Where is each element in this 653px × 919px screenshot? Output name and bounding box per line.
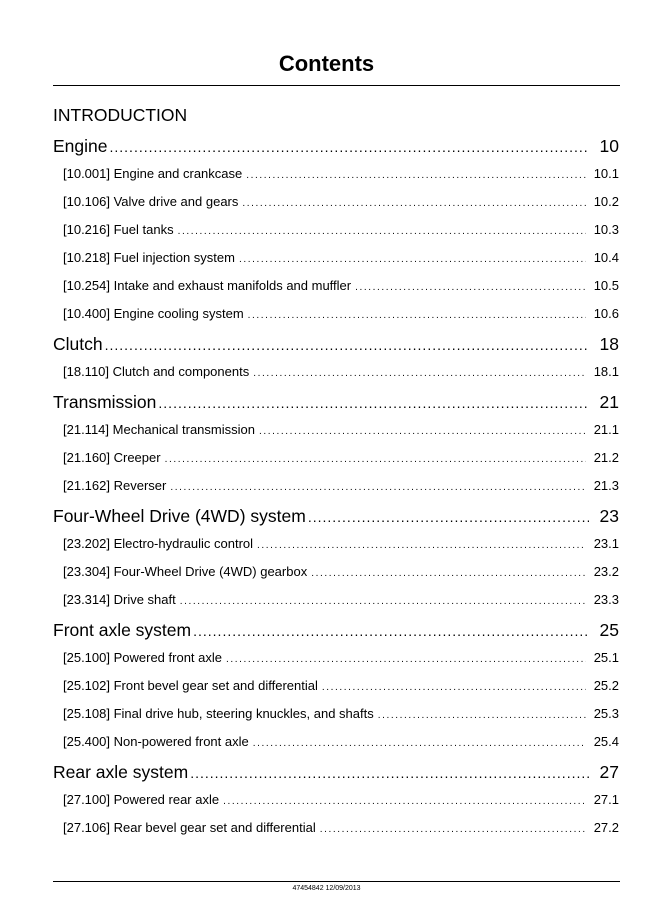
toc-section[interactable] xyxy=(53,759,620,786)
toc-entry-label: [23.304] Four-Wheel Drive (4WD) gearbox xyxy=(63,564,308,579)
dot-leader xyxy=(190,760,589,787)
dot-leader xyxy=(308,504,589,531)
toc-entry[interactable] xyxy=(53,530,620,558)
toc-section-page: 18 xyxy=(599,334,619,354)
footer-rule xyxy=(53,881,620,882)
header-rule xyxy=(53,85,620,86)
toc-entry-label: [23.314] Drive shaft xyxy=(63,592,176,607)
dot-leader xyxy=(193,618,589,645)
footer-text: 47454842 12/09/2013 xyxy=(292,885,361,892)
dot-leader xyxy=(178,218,586,246)
dot-leader xyxy=(257,532,586,560)
toc-section-title: Engine xyxy=(53,136,108,156)
dot-leader xyxy=(320,816,586,844)
toc-section-page: 10 xyxy=(599,136,619,156)
dot-leader xyxy=(226,646,586,674)
toc-entry-page: 21.1 xyxy=(593,422,619,437)
introduction-heading[interactable]: INTRODUCTION xyxy=(53,105,188,125)
toc-entry[interactable] xyxy=(53,672,620,700)
toc-entry-page: 10.3 xyxy=(593,222,619,237)
toc-entry-page: 25.3 xyxy=(593,706,619,721)
dot-leader xyxy=(105,332,589,359)
dot-leader xyxy=(311,560,586,588)
toc-entry[interactable] xyxy=(53,244,620,272)
toc-entry-label: [25.400] Non-powered front axle xyxy=(63,734,249,749)
toc-section[interactable] xyxy=(53,331,620,358)
dot-leader xyxy=(110,134,590,161)
toc-entry-page: 10.4 xyxy=(593,250,619,265)
toc-entry[interactable] xyxy=(53,416,620,444)
dot-leader xyxy=(223,788,586,816)
toc-entry[interactable] xyxy=(53,814,620,842)
toc-entry[interactable] xyxy=(53,188,620,216)
dot-leader xyxy=(242,190,586,218)
toc-section-title: Transmission xyxy=(53,392,157,412)
toc-entry-label: [25.108] Final drive hub, steering knuckles, and shafts xyxy=(63,706,374,721)
toc-entry-page: 23.3 xyxy=(593,592,619,607)
toc-entry[interactable] xyxy=(53,644,620,672)
toc-entry-page: 23.2 xyxy=(593,564,619,579)
toc-section[interactable] xyxy=(53,617,620,644)
toc-entry[interactable] xyxy=(53,728,620,756)
toc-entry-label: [21.114] Mechanical transmission xyxy=(63,422,255,437)
toc-entry[interactable] xyxy=(53,586,620,614)
toc-entry-page: 10.5 xyxy=(593,278,619,293)
toc-entry[interactable] xyxy=(53,444,620,472)
toc-entry[interactable] xyxy=(53,300,620,328)
toc-entry-page: 10.6 xyxy=(593,306,619,321)
dot-leader xyxy=(378,702,586,730)
toc-entry-label: [10.254] Intake and exhaust manifolds and muffler xyxy=(63,278,352,293)
dot-leader xyxy=(253,360,586,388)
toc-entry-page: 21.3 xyxy=(593,478,619,493)
toc-entry-page: 21.2 xyxy=(593,450,619,465)
toc-section-page: 21 xyxy=(599,392,619,412)
dot-leader xyxy=(248,302,586,330)
toc-entry-label: [10.218] Fuel injection system xyxy=(63,250,235,265)
toc-entry-label: [10.216] Fuel tanks xyxy=(63,222,174,237)
toc-entry-page: 10.2 xyxy=(593,194,619,209)
toc-entry-page: 25.2 xyxy=(593,678,619,693)
toc-section-title: Clutch xyxy=(53,334,103,354)
dot-leader xyxy=(322,674,586,702)
dot-leader xyxy=(253,730,586,758)
toc-section-page: 27 xyxy=(599,762,619,782)
toc-entry[interactable] xyxy=(53,272,620,300)
toc-entry-label: [25.102] Front bevel gear set and differential xyxy=(63,678,318,693)
dot-leader xyxy=(158,390,589,417)
dot-leader xyxy=(246,162,586,190)
toc-entry-label: [27.100] Powered rear axle xyxy=(63,792,220,807)
toc-entry-label: [25.100] Powered front axle xyxy=(63,650,222,665)
toc-entry-page: 25.4 xyxy=(593,734,619,749)
toc-entry[interactable] xyxy=(53,216,620,244)
toc-entry-label: [18.110] Clutch and components xyxy=(63,364,250,379)
dot-leader xyxy=(180,588,586,616)
toc-section[interactable] xyxy=(53,389,620,416)
toc-entry-page: 25.1 xyxy=(593,650,619,665)
dot-leader xyxy=(259,418,586,446)
dot-leader xyxy=(170,474,586,502)
dot-leader xyxy=(355,274,586,302)
toc-entry[interactable] xyxy=(53,358,620,386)
toc-entry[interactable] xyxy=(53,558,620,586)
toc-entry-page: 27.2 xyxy=(593,820,619,835)
toc-entry[interactable] xyxy=(53,472,620,500)
toc-entry-page: 18.1 xyxy=(593,364,619,379)
toc-section-title: Four-Wheel Drive (4WD) system xyxy=(53,506,306,526)
toc-section-title: Rear axle system xyxy=(53,762,189,782)
toc-section-page: 23 xyxy=(599,506,619,526)
toc-entry[interactable] xyxy=(53,786,620,814)
toc-entry-label: [10.106] Valve drive and gears xyxy=(63,194,239,209)
toc-entry-label: [21.160] Creeper xyxy=(63,450,161,465)
toc-list xyxy=(53,133,620,842)
toc-section-page: 25 xyxy=(599,620,619,640)
toc-entry-page: 10.1 xyxy=(593,166,619,181)
page-title: Contents xyxy=(278,51,375,76)
toc-entry-label: [10.001] Engine and crankcase xyxy=(63,166,243,181)
toc-entry-label: [10.400] Engine cooling system xyxy=(63,306,244,321)
toc-entry-label: [21.162] Reverser xyxy=(63,478,167,493)
dot-leader xyxy=(239,246,586,274)
toc-entry-label: [27.106] Rear bevel gear set and differential xyxy=(63,820,316,835)
toc-entry-label: [23.202] Electro-hydraulic control xyxy=(63,536,254,551)
toc-entry-page: 23.1 xyxy=(593,536,619,551)
toc-section[interactable] xyxy=(53,503,620,530)
toc-entry[interactable] xyxy=(53,160,620,188)
dot-leader xyxy=(165,446,586,474)
toc-section-title: Front axle system xyxy=(53,620,192,640)
toc-section[interactable] xyxy=(53,133,620,160)
toc-entry[interactable] xyxy=(53,700,620,728)
toc-entry-page: 27.1 xyxy=(593,792,619,807)
